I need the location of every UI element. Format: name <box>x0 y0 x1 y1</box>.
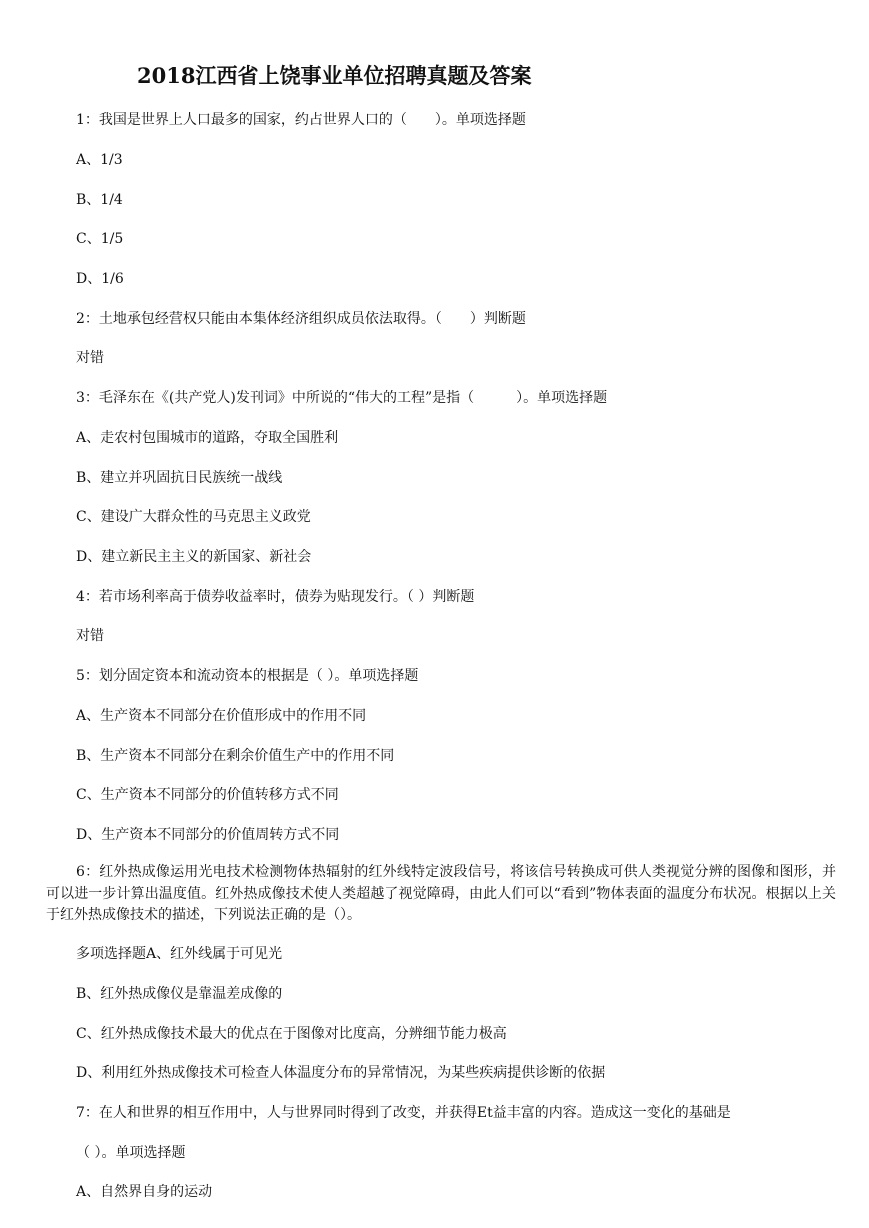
question-1: 1：我国是世界上人口最多的国家，约占世界人口的（ ）。单项选择题 <box>76 112 526 128</box>
q6-option-d: D、利用红外热成像技术可检查人体温度分布的异常情况，为某些疾病提供诊断的依据 <box>76 1065 606 1081</box>
question-4: 4：若市场利率高于债券收益率时，债券为贴现发行。（ ）判断题 <box>76 589 475 605</box>
question-2: 2：土地承包经营权只能由本集体经济组织成员依法取得。（ ）判断题 <box>76 311 526 327</box>
q5-option-c: C、生产资本不同部分的价值转移方式不同 <box>76 787 339 803</box>
q1-option-a: A、1/3 <box>76 152 123 168</box>
question-5: 5：划分固定资本和流动资本的根据是（ ）。单项选择题 <box>76 668 419 684</box>
q5-option-a: A、生产资本不同部分在价值形成中的作用不同 <box>76 708 367 724</box>
q6-option-b: B、红外热成像仪是靠温差成像的 <box>76 986 283 1002</box>
question-7: 7：在人和世界的相互作用中，人与世界同时得到了改变，并获得Et益丰富的内容。造成这一变化的基础是 <box>76 1105 731 1121</box>
q5-option-b: B、生产资本不同部分在剩余价值生产中的作用不同 <box>76 748 395 764</box>
q6-option-a: 多项选择题A、红外线属于可见光 <box>76 946 283 962</box>
q1-option-c: C、1/5 <box>76 231 124 247</box>
q3-option-c: C、建设广大群众性的马克思主义政党 <box>76 509 311 525</box>
q7-option-a: A、自然界自身的运动 <box>76 1184 213 1200</box>
question-7-continued: （ ）。单项选择题 <box>76 1145 186 1161</box>
q3-option-a: A、走农村包围城市的道路，夺取全国胜利 <box>76 430 339 446</box>
q6-option-c: C、红外热成像技术最大的优点在于图像对比度高，分辨细节能力极高 <box>76 1026 507 1042</box>
q2-answer-options: 对错 <box>76 350 104 366</box>
question-3: 3：毛泽东在《(共产党人)发刊词》中所说的“伟大的工程”是指（ ）。单项选择题 <box>76 390 608 406</box>
q5-option-d: D、生产资本不同部分的价值周转方式不同 <box>76 827 340 843</box>
q3-option-d: D、建立新民主主义的新国家、新社会 <box>76 549 312 565</box>
question-6: 6：红外热成像运用光电技术检测物体热辐射的红外线特定波段信号，将该信号转换成可供人类视觉分辨的图像和图形，并可以进一步计算出温度值。红外热成像技术使人类超越了视觉障碍，由此人们可以“看到”物体表面的温度分布状况。根据以上关于红外热成像技术的描述，下列说法正确的是（）。 <box>46 864 836 923</box>
q3-option-b: B、建立并巩固抗日民族统一战线 <box>76 470 283 486</box>
q4-answer-options: 对错 <box>76 628 104 644</box>
document-title: 2018江西省上饶事业单位招聘真题及答案 <box>137 63 532 88</box>
q1-option-d: D、1/6 <box>76 271 124 287</box>
q1-option-b: B、1/4 <box>76 192 123 208</box>
